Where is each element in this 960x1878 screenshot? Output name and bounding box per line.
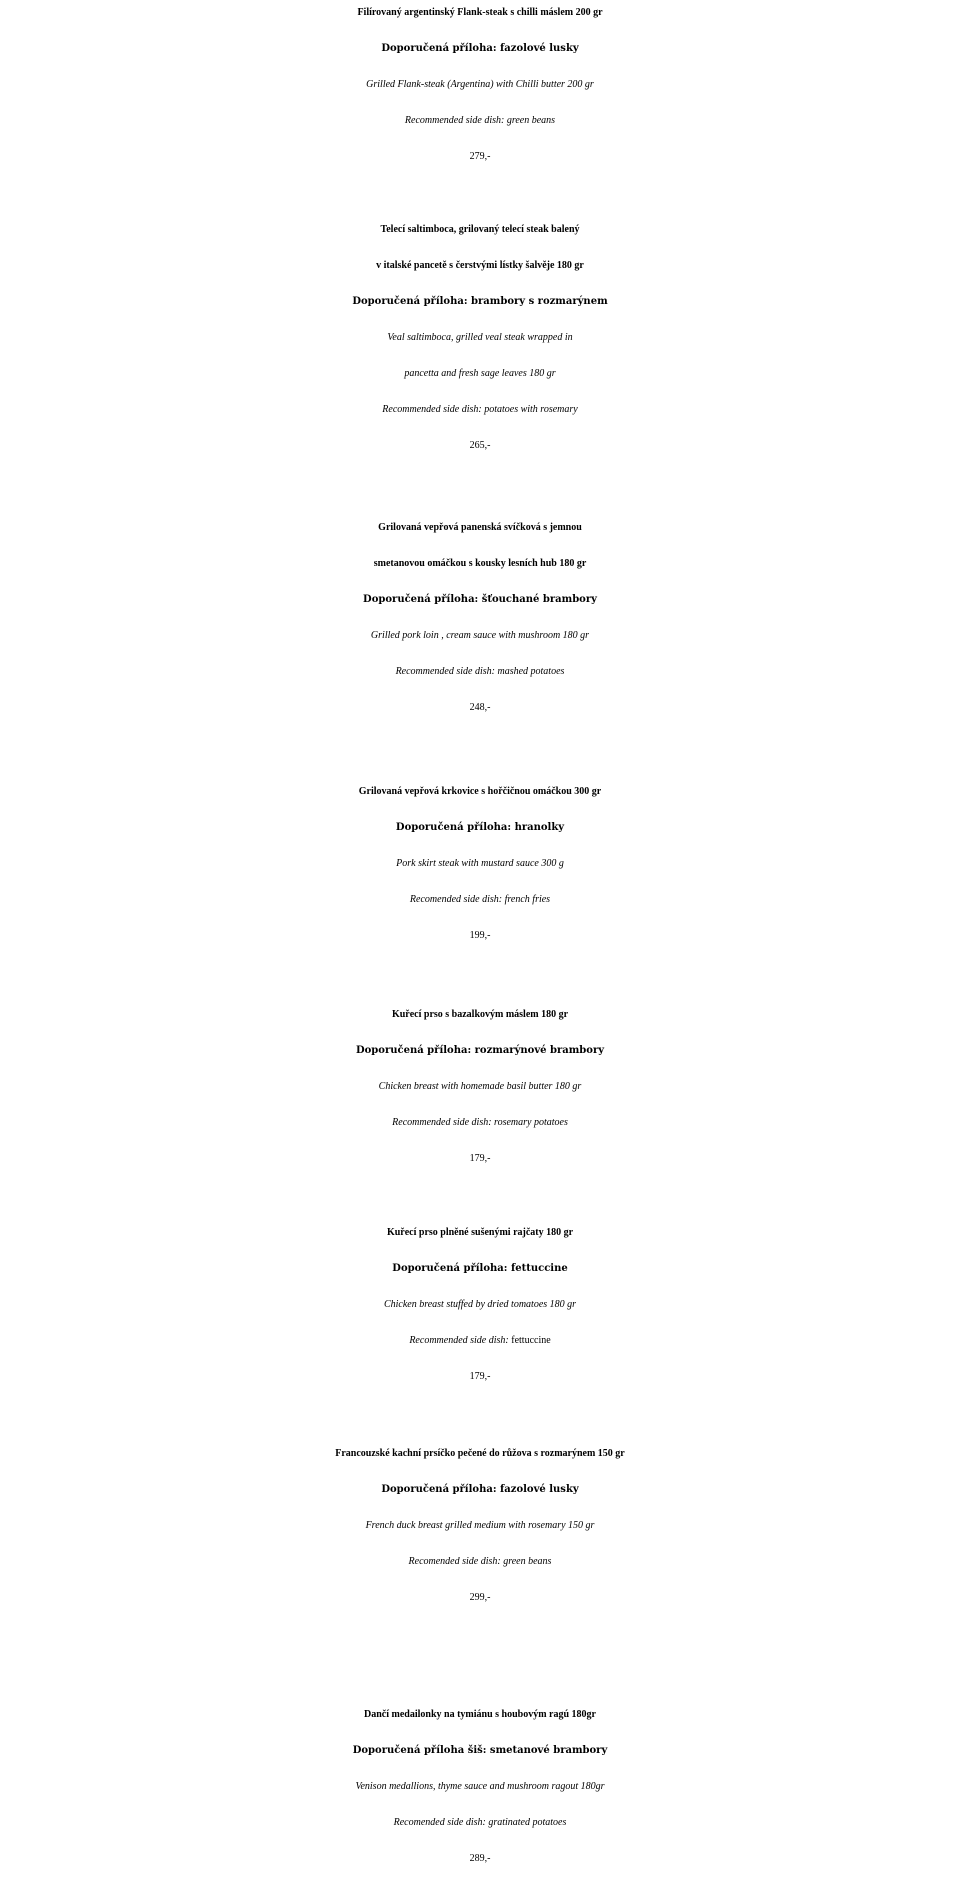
side-dish-english (0, 1323, 960, 1359)
price: 279,- (469, 151, 491, 162)
price: 179,- (469, 1371, 491, 1382)
dish-name-czech: Francouzské kachní prsíčko pečené do růžova s rozmarýnem 150 gr (335, 1448, 625, 1459)
dish-name-english: Grilled Flank-steak (Argentina) with Chilli butter 200 gr (366, 79, 594, 90)
side-dish-english-label: Recommended side dish: (409, 1335, 509, 1346)
price: 299,- (469, 1592, 491, 1603)
side-dish-english: Recommended side dish: green beans (404, 115, 556, 126)
side-dish-czech: Doporučená příloha: fazolové lusky (381, 1484, 579, 1495)
dish-name-english: Chicken breast stuffed by dried tomatoes 180 gr (383, 1299, 577, 1310)
dish-name-english: Venison medallions, thyme sauce and mushroom ragout 180gr (355, 1781, 605, 1792)
side-dish-english: Recomended side dish: green beans (408, 1556, 552, 1567)
dish-name-czech: Kuřecí prso s bazalkovým máslem 180 gr (391, 1009, 569, 1020)
dish-name-czech: Kuřecí prso plněné sušenými rajčaty 180 gr (386, 1227, 574, 1238)
side-dish-czech: Doporučená příloha: rozmarýnové brambory (355, 1045, 605, 1056)
dish-name-english: Chicken breast with homemade basil butter 180 gr (378, 1081, 582, 1092)
dish-name-english: Grilled pork loin , cream sauce with mushroom 180 gr (370, 630, 590, 641)
menu-item (0, 997, 960, 1177)
side-dish-english: Recomended side dish: french fries (409, 894, 551, 905)
menu-item (0, 1215, 960, 1395)
dish-name-english: Veal saltimboca, grilled veal steak wrapped in (387, 332, 573, 343)
menu-item (0, 212, 960, 464)
side-dish-english-value: fettuccine (508, 1335, 551, 1346)
side-dish-english: Recommended side dish: potatoes with rosemary (382, 404, 578, 415)
side-dish-english: Recommended side dish: rosemary potatoes (392, 1117, 568, 1128)
menu-item (0, 1697, 960, 1877)
price: 199,- (469, 930, 491, 941)
side-dish-czech: Doporučená příloha: fettuccine (392, 1263, 568, 1274)
side-dish-czech: Doporučená příloha: fazolové lusky (381, 43, 579, 54)
side-dish-czech: Doporučená příloha šiš: smetanové brambory (352, 1745, 608, 1756)
dish-name-english: Pork skirt steak with mustard sauce 300 g (396, 858, 564, 869)
side-dish-czech: Doporučená příloha: šťouchané brambory (363, 594, 597, 605)
menu-item (0, 510, 960, 726)
dish-name-czech: v italské pancetě s čerstvými lístky šalvěje 180 gr (376, 260, 584, 271)
dish-name-czech: Grilovaná vepřová krkovice s hořčičnou omáčkou 300 gr (358, 786, 602, 797)
menu-item (0, 0, 960, 175)
menu-item (0, 1436, 960, 1616)
dish-name-czech: Telecí saltimboca, grilovaný telecí steak balený (380, 224, 580, 235)
dish-name-czech: Filírovaný argentinský Flank-steak s chilli máslem 200 gr (357, 7, 603, 18)
side-dish-czech: Doporučená příloha: brambory s rozmarýnem (352, 296, 608, 307)
dish-name-english: French duck breast grilled medium with rosemary 150 gr (365, 1520, 595, 1531)
price: 248,- (469, 702, 491, 713)
dish-name-czech: Dančí medailonky na tymiánu s houbovým ragú 180gr (364, 1709, 596, 1720)
dish-name-czech: Grilovaná vepřová panenská svíčková s jemnou (378, 522, 582, 533)
side-dish-english: Recommended side dish: mashed potatoes (395, 666, 565, 677)
price: 179,- (469, 1153, 491, 1164)
side-dish-czech: Doporučená příloha: hranolky (395, 822, 565, 833)
menu-item (0, 774, 960, 954)
dish-name-czech: smetanovou omáčkou s kousky lesních hub 180 gr (373, 558, 587, 569)
price: 265,- (469, 440, 491, 451)
side-dish-english: Recomended side dish: gratinated potatoes (393, 1817, 567, 1828)
price: 289,- (469, 1853, 491, 1864)
dish-name-english: pancetta and fresh sage leaves 180 gr (404, 368, 556, 379)
